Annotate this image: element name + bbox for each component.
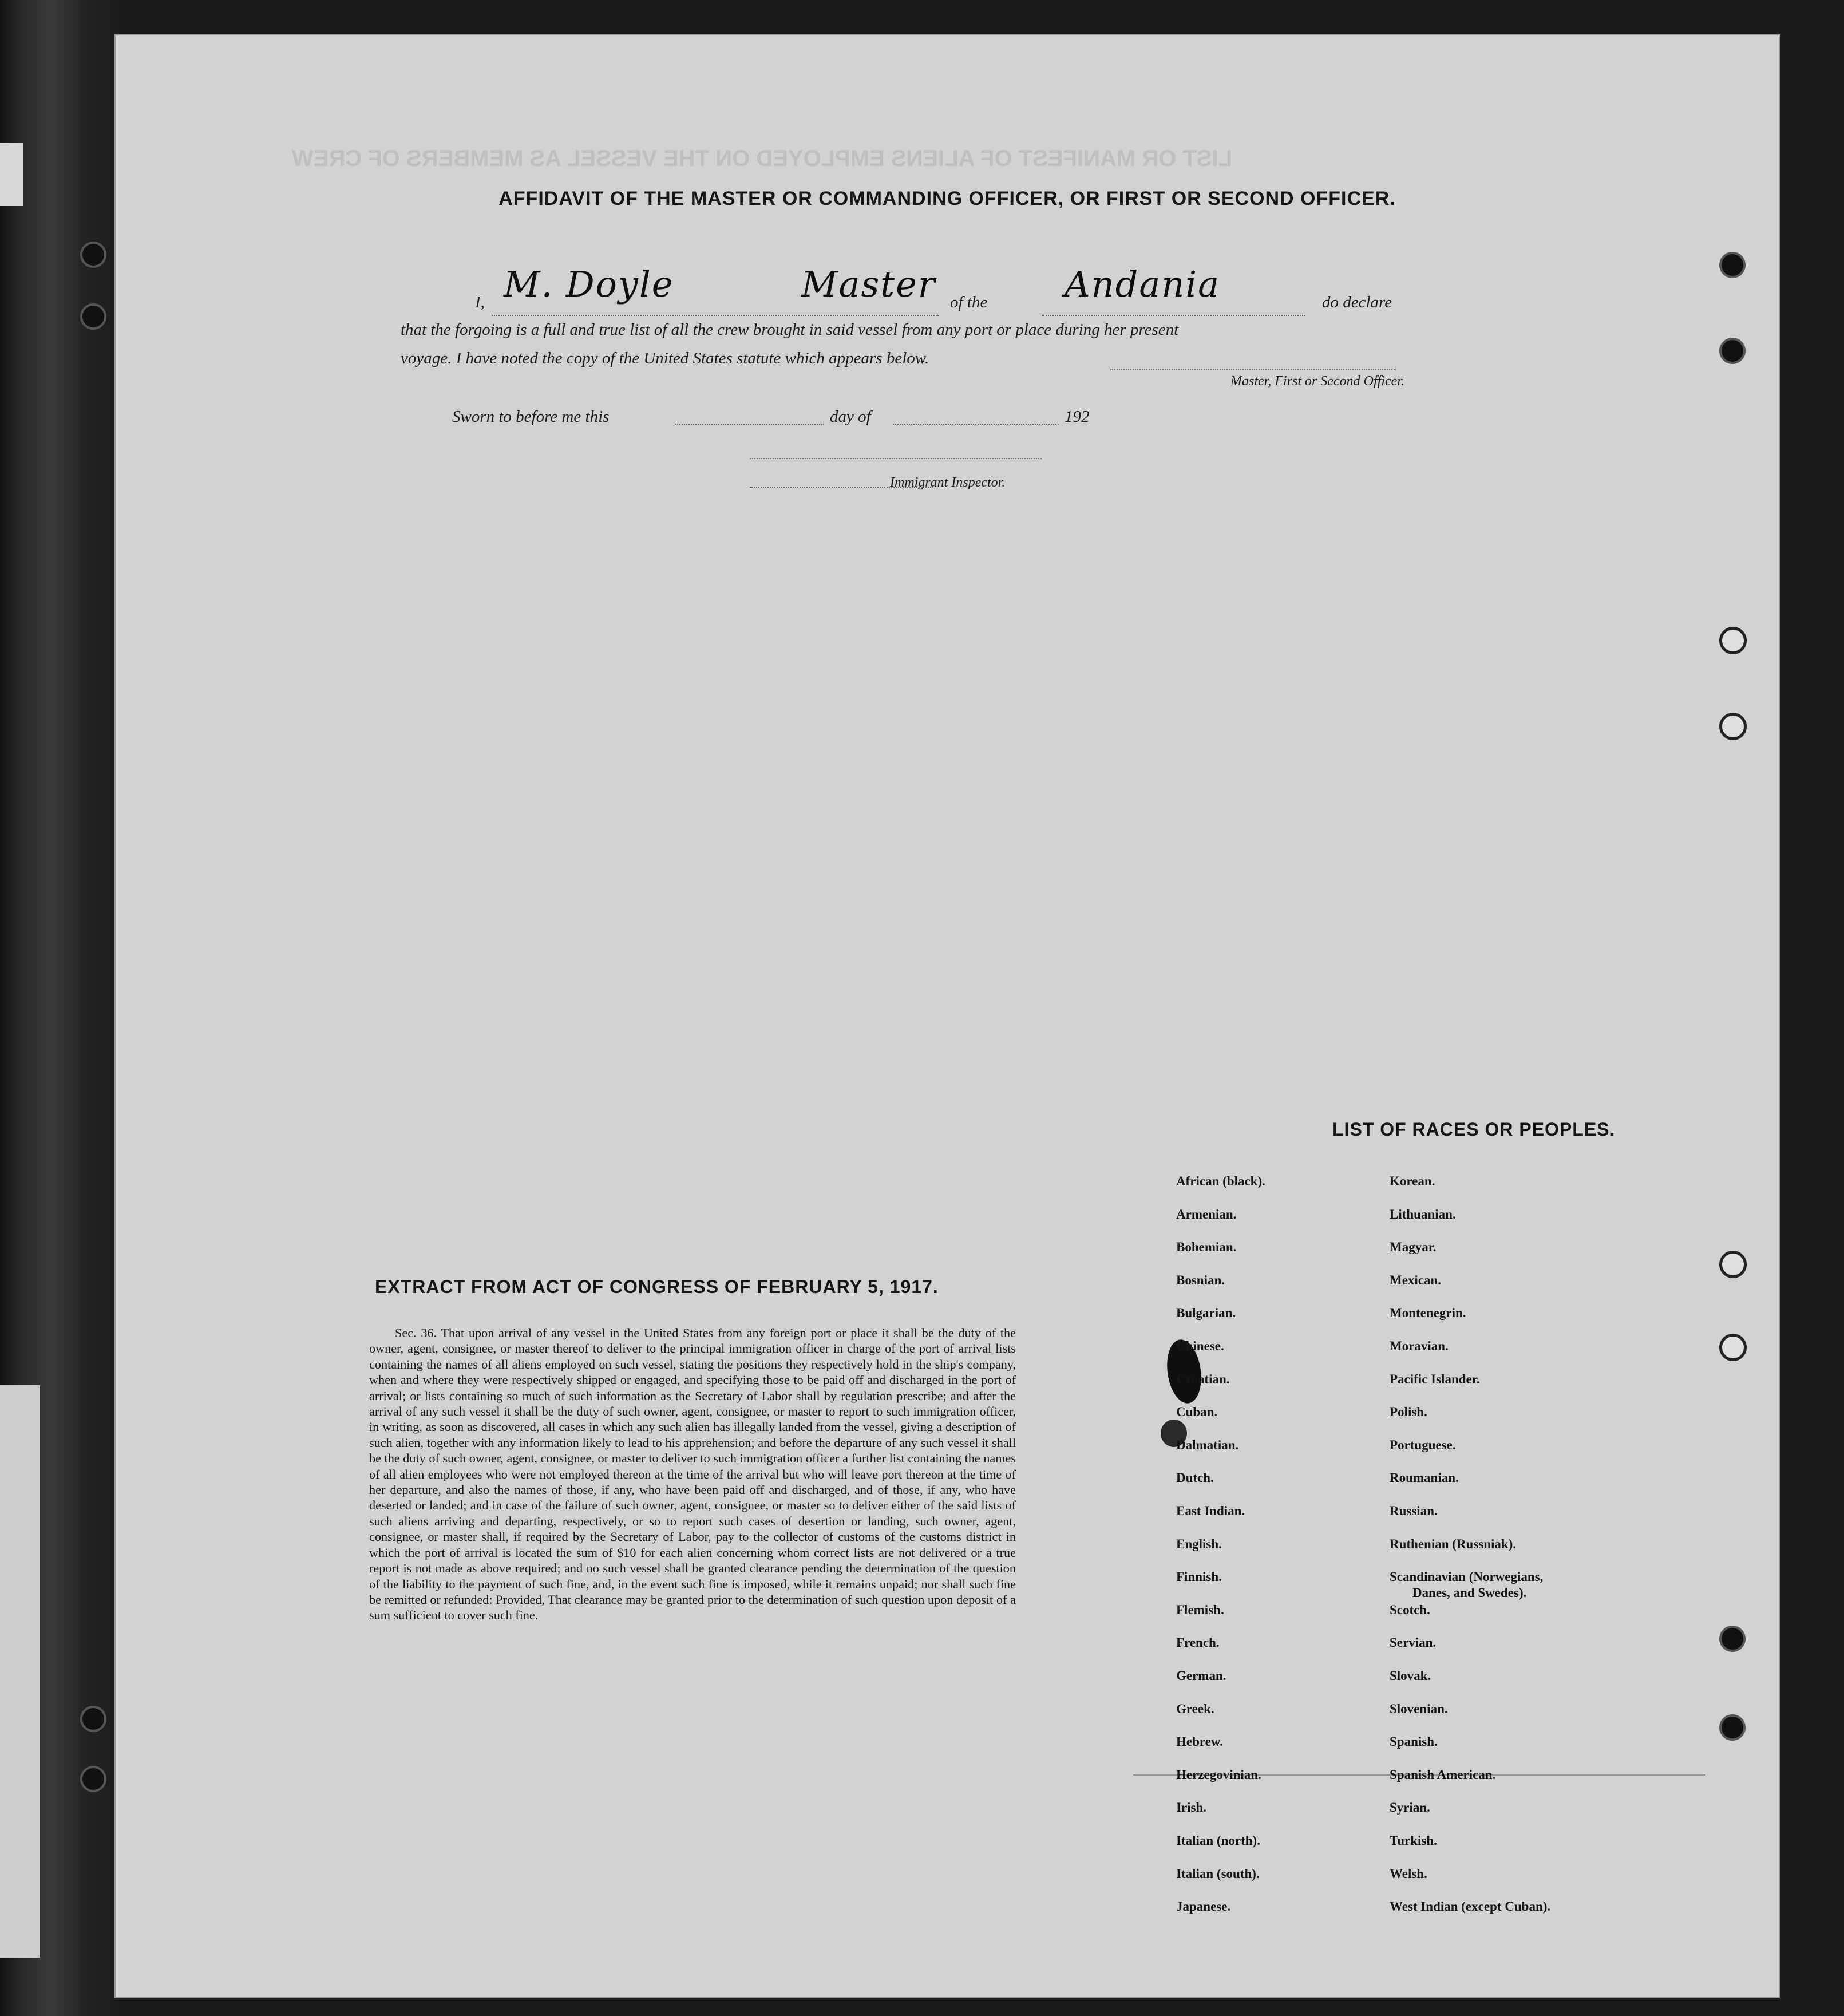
binder-tab <box>0 143 23 206</box>
race-item: Spanish American. <box>1390 1767 1496 1782</box>
affidavit-line2: that the forgoing is a full and true list of all the crew brought in said vessel from any port or place during her present <box>401 321 1179 339</box>
punch-hole <box>1719 1714 1746 1741</box>
sworn-year: 192 <box>1065 408 1090 426</box>
race-item: Welsh. <box>1390 1866 1427 1881</box>
inspector-signature-line <box>750 458 1042 459</box>
race-item: German. <box>1176 1669 1226 1683</box>
race-item: Italian (south). <box>1176 1866 1260 1881</box>
race-item: Korean. <box>1390 1174 1435 1188</box>
race-item: Italian (north). <box>1176 1833 1260 1848</box>
race-item: Flemish. <box>1176 1602 1224 1617</box>
race-item: Croatian. <box>1176 1371 1230 1386</box>
affidavit-prefix: I, <box>475 293 485 311</box>
officer-rank-handwritten: Master <box>801 263 936 305</box>
punch-hole <box>1719 338 1746 364</box>
of-the-text: of the <box>950 293 988 311</box>
race-item: Finnish. <box>1176 1570 1222 1584</box>
race-item: Syrian. <box>1390 1800 1430 1815</box>
inspector-caption: Immigrant Inspector. <box>890 475 1006 490</box>
race-item: Mexican. <box>1390 1272 1442 1287</box>
sworn-day-of: day of <box>830 408 871 426</box>
races-title: LIST OF RACES OR PEOPLES. <box>1332 1119 1616 1140</box>
punch-hole <box>1719 1251 1747 1278</box>
race-item: Lithuanian. <box>1390 1207 1456 1222</box>
race-item: Chinese. <box>1176 1339 1224 1353</box>
affidavit-title: AFFIDAVIT OF THE MASTER OR COMMANDING OFFICER, OR FIRST OR SECOND OFFICER. <box>498 188 1396 209</box>
race-item: Irish. <box>1176 1800 1207 1815</box>
race-item: Pacific Islander. <box>1390 1371 1480 1386</box>
extract-body: Sec. 36. That upon arrival of any vessel in the United States from any foreign port or place it shall be the duty of the owner, agent, consignee, or master thereof to deliver to the principal immigration officer in charge of the port of arrival lists containing the names of all aliens employed on such vessel, stating the positions they respectively hold in the ship's company, when and where they were respectively shipped or engaged, and specifying those to be paid off and discharged in the port of arrival; or lists containing so much of such information as the Secretary of Labor shall by regulation prescribe; and after the arrival of any such vessel it shall be the duty of such owner, agent, consignee, or master to report to such immigration officer, in writing, as soon as discovered, all cases in which any such alien has illegally landed from the vessel, giving a description of such alien, together with any information likely to lead to his apprehension; and before the departure of any such vessel it shall be the duty of such owner, agent, consignee, or master to deliver to such immigration officer a further list containing the names of all alien employees who were not employed thereon at the time of the arrival but who will leave port thereon at the time of her departure, and also the names of those, if any, who have been paid off and discharged, and of those, if any, who have deserted or landed; and in case of the failure of such owner, agent, consignee, or master so to deliver either of the said lists of such aliens arriving and departing, respectively, or so to report such cases of desertion or landing, such owner, agent, consignee, or master shall, if required by the Secretary of Labor, pay to the collector of customs of the customs district in which the port of arrival is located the sum of $10 for each alien concerning whom correct lists are not delivered or a true report is not made as above required; and no such vessel shall be granted clearance pending the determination of the question of the liability to the payment of such fine, and, in the event such fine is imposed, while it remains unpaid; nor shall such fine be remitted or refunded: Provided, That clearance may be granted prior to the determination of such question upon deposit of a sum sufficient to cover such fine. <box>369 1326 1016 1623</box>
sworn-prefix: Sworn to before me this <box>452 408 610 426</box>
officer-name-handwritten: M. Doyle <box>504 263 674 305</box>
race-item: Russian. <box>1390 1504 1438 1518</box>
vessel-name-handwritten: Andania <box>1065 263 1221 305</box>
race-item: Bosnian. <box>1176 1272 1225 1287</box>
race-item: Turkish. <box>1390 1833 1437 1848</box>
do-declare-text: do declare <box>1322 293 1392 311</box>
sworn-month-line <box>893 424 1059 425</box>
name-line <box>492 315 939 316</box>
race-item: Slovenian. <box>1390 1701 1448 1716</box>
punch-hole <box>1719 713 1747 740</box>
race-item: Dutch. <box>1176 1471 1214 1485</box>
race-item: Herzegovinian. <box>1176 1767 1261 1782</box>
punch-hole <box>1719 252 1746 278</box>
race-item: African (black). <box>1176 1174 1265 1188</box>
race-item: Montenegrin. <box>1390 1306 1466 1321</box>
document-page <box>114 34 1780 1998</box>
race-item: Spanish. <box>1390 1734 1438 1749</box>
affidavit-line3: voyage. I have noted the copy of the United States statute which appears below. <box>401 349 929 367</box>
race-item: Moravian. <box>1390 1339 1449 1353</box>
race-item: Magyar. <box>1390 1240 1437 1255</box>
race-item: French. <box>1176 1635 1220 1650</box>
punch-hole <box>80 1766 106 1792</box>
punch-hole <box>1719 1626 1746 1652</box>
race-item: Slovak. <box>1390 1669 1431 1683</box>
binder-tab <box>0 1385 40 1958</box>
signature-caption: Master, First or Second Officer. <box>1230 374 1404 389</box>
race-item: Ruthenian (Russniak). <box>1390 1536 1517 1551</box>
punch-hole <box>1719 627 1747 654</box>
race-item: West Indian (except Cuban). <box>1390 1899 1551 1914</box>
race-item: Servian. <box>1390 1635 1437 1650</box>
extract-title: EXTRACT FROM ACT OF CONGRESS OF FEBRUARY 5, 1917. <box>375 1276 939 1297</box>
signature-line <box>1110 369 1396 370</box>
race-item: Dalmatian. <box>1176 1437 1239 1452</box>
race-item: Armenian. <box>1176 1207 1237 1222</box>
race-item: Hebrew. <box>1176 1734 1223 1749</box>
race-item: Roumanian. <box>1390 1471 1459 1485</box>
race-item: Cuban. <box>1176 1405 1218 1420</box>
punch-hole <box>80 242 106 268</box>
race-item: Scotch. <box>1390 1602 1430 1617</box>
race-item: Scandinavian (Norwegians, <box>1390 1570 1544 1584</box>
race-item: Portuguese. <box>1390 1437 1456 1452</box>
race-item: East Indian. <box>1176 1504 1245 1518</box>
race-item: Bohemian. <box>1176 1240 1237 1255</box>
vessel-line <box>1042 315 1305 316</box>
punch-hole <box>80 303 106 330</box>
sworn-day-line <box>675 424 824 425</box>
bleed-through-text: LIST OR MANIFEST OF ALIENS EMPLOYED ON THE VESSEL AS MEMBERS OF CREW <box>292 146 1233 171</box>
punch-hole <box>1719 1334 1747 1361</box>
race-item: Danes, and Swedes). <box>1412 1586 1527 1600</box>
race-item: Polish. <box>1390 1405 1427 1420</box>
race-item: Japanese. <box>1176 1899 1231 1914</box>
race-item: Greek. <box>1176 1701 1214 1716</box>
punch-hole <box>80 1706 106 1732</box>
race-item: Bulgarian. <box>1176 1306 1236 1321</box>
race-item: English. <box>1176 1536 1222 1551</box>
